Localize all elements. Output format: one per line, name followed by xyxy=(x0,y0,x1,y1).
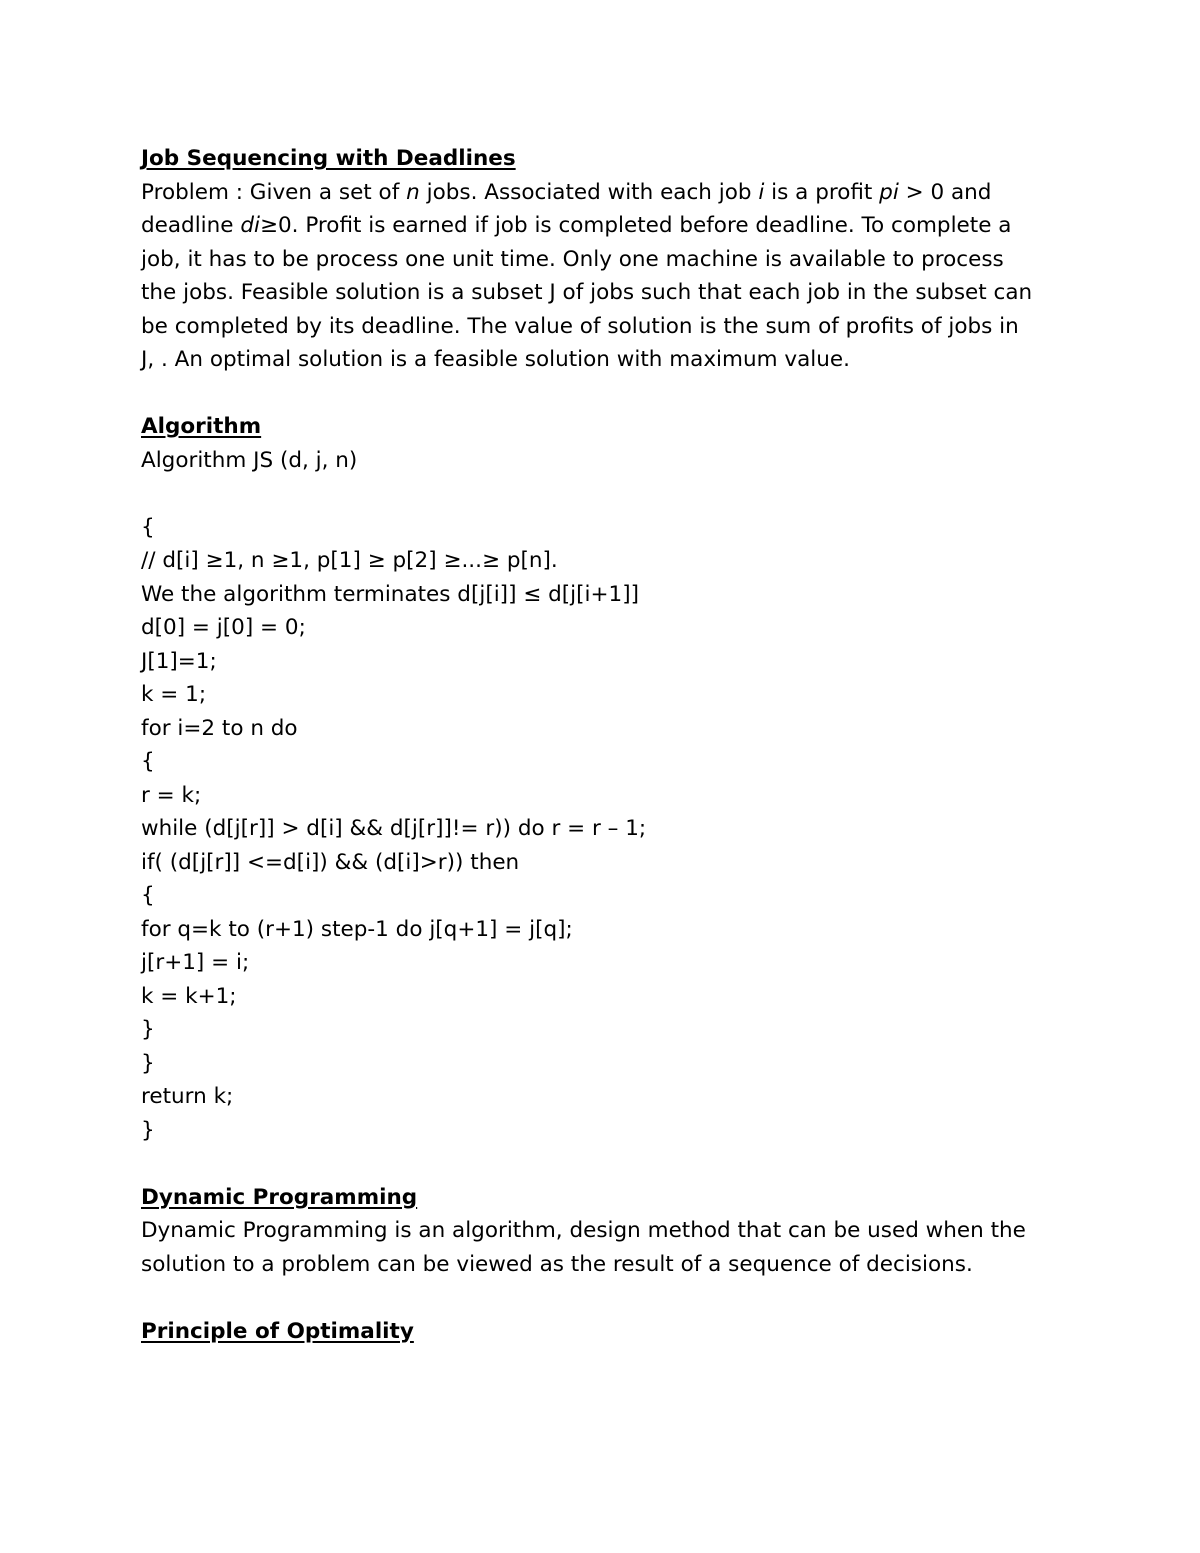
code-line: { xyxy=(141,883,155,908)
spacer xyxy=(141,1147,1071,1181)
algorithm-code xyxy=(141,511,1071,1148)
problem-line-3: job, it has to be process one unit time. Only one machine is available to process xyxy=(141,246,1004,272)
code-line: J[1]=1; xyxy=(141,648,217,674)
section-heading-principle-of-optimality: Principle of Optimality xyxy=(141,1318,414,1344)
algorithm-title: Algorithm JS (d, j, n) xyxy=(141,447,358,473)
problem-text: jobs. Associated with each job xyxy=(419,179,759,205)
code-line: d[0] = j[0] = 0; xyxy=(141,615,306,640)
code-line: return k; xyxy=(141,1084,234,1109)
code-line: if( (d[j[r]] <=d[i]) && (d[i]>r)) then xyxy=(141,849,520,875)
code-line: j[r+1] = i; xyxy=(141,950,250,975)
code-line: while (d[j[r]] > d[i] && d[j[r]]!= r)) do r = r – 1; xyxy=(141,816,647,841)
document-page xyxy=(141,142,1071,1348)
code-line: r = k; xyxy=(141,782,202,808)
code-line: k = 1; xyxy=(141,682,207,707)
problem-line-4: the jobs. Feasible solution is a subset J of jobs such that each job in the subset can xyxy=(141,280,1033,305)
italic-i: i xyxy=(758,179,765,205)
spacer xyxy=(141,1281,1071,1315)
problem-text: ≥0. Profit is earned if job is completed before deadline. To complete a xyxy=(259,213,1012,238)
code-line: for q=k to (r+1) step-1 do j[q+1] = j[q]; xyxy=(141,916,573,942)
spacer xyxy=(141,477,1071,511)
italic-n: n xyxy=(406,179,420,205)
code-line: // d[i] ≥1, n ≥1, p[1] ≥ p[2] ≥...≥ p[n]. xyxy=(141,548,558,573)
problem-text: Problem : Given a set of xyxy=(141,179,407,205)
code-line: { xyxy=(141,514,155,540)
code-line: for i=2 to n do xyxy=(141,715,298,741)
problem-line-1 xyxy=(141,176,1071,210)
section-heading-dynamic-programming: Dynamic Programming xyxy=(141,1184,418,1210)
dp-line-1: Dynamic Programming is an algorithm, design method that can be used when the xyxy=(141,1218,1026,1243)
code-line: } xyxy=(141,1050,155,1076)
problem-text: is a profit xyxy=(764,179,880,205)
problem-line-6: J, . An optimal solution is a feasible solution with maximum value. xyxy=(141,347,850,372)
section-heading-algorithm: Algorithm xyxy=(141,414,262,439)
problem-line-2 xyxy=(141,209,1071,243)
code-line: We the algorithm terminates d[j[i]] ≤ d[j[i+1]] xyxy=(141,581,639,607)
code-line: k = k+1; xyxy=(141,983,237,1009)
problem-text: deadline xyxy=(141,213,241,238)
dp-line-2: solution to a problem can be viewed as the result of a sequence of decisions. xyxy=(141,1251,973,1277)
problem-text: > 0 and xyxy=(898,179,992,205)
code-line: { xyxy=(141,749,155,774)
spacer xyxy=(141,377,1071,411)
problem-line-5: be completed by its deadline. The value of solution is the sum of profits of jobs in xyxy=(141,313,1019,339)
section-heading-job-sequencing: Job Sequencing with Deadlines xyxy=(141,146,516,171)
code-line: } xyxy=(141,1017,155,1042)
code-line: } xyxy=(141,1117,155,1143)
italic-di: di xyxy=(240,213,260,238)
italic-pi: pi xyxy=(879,179,899,205)
